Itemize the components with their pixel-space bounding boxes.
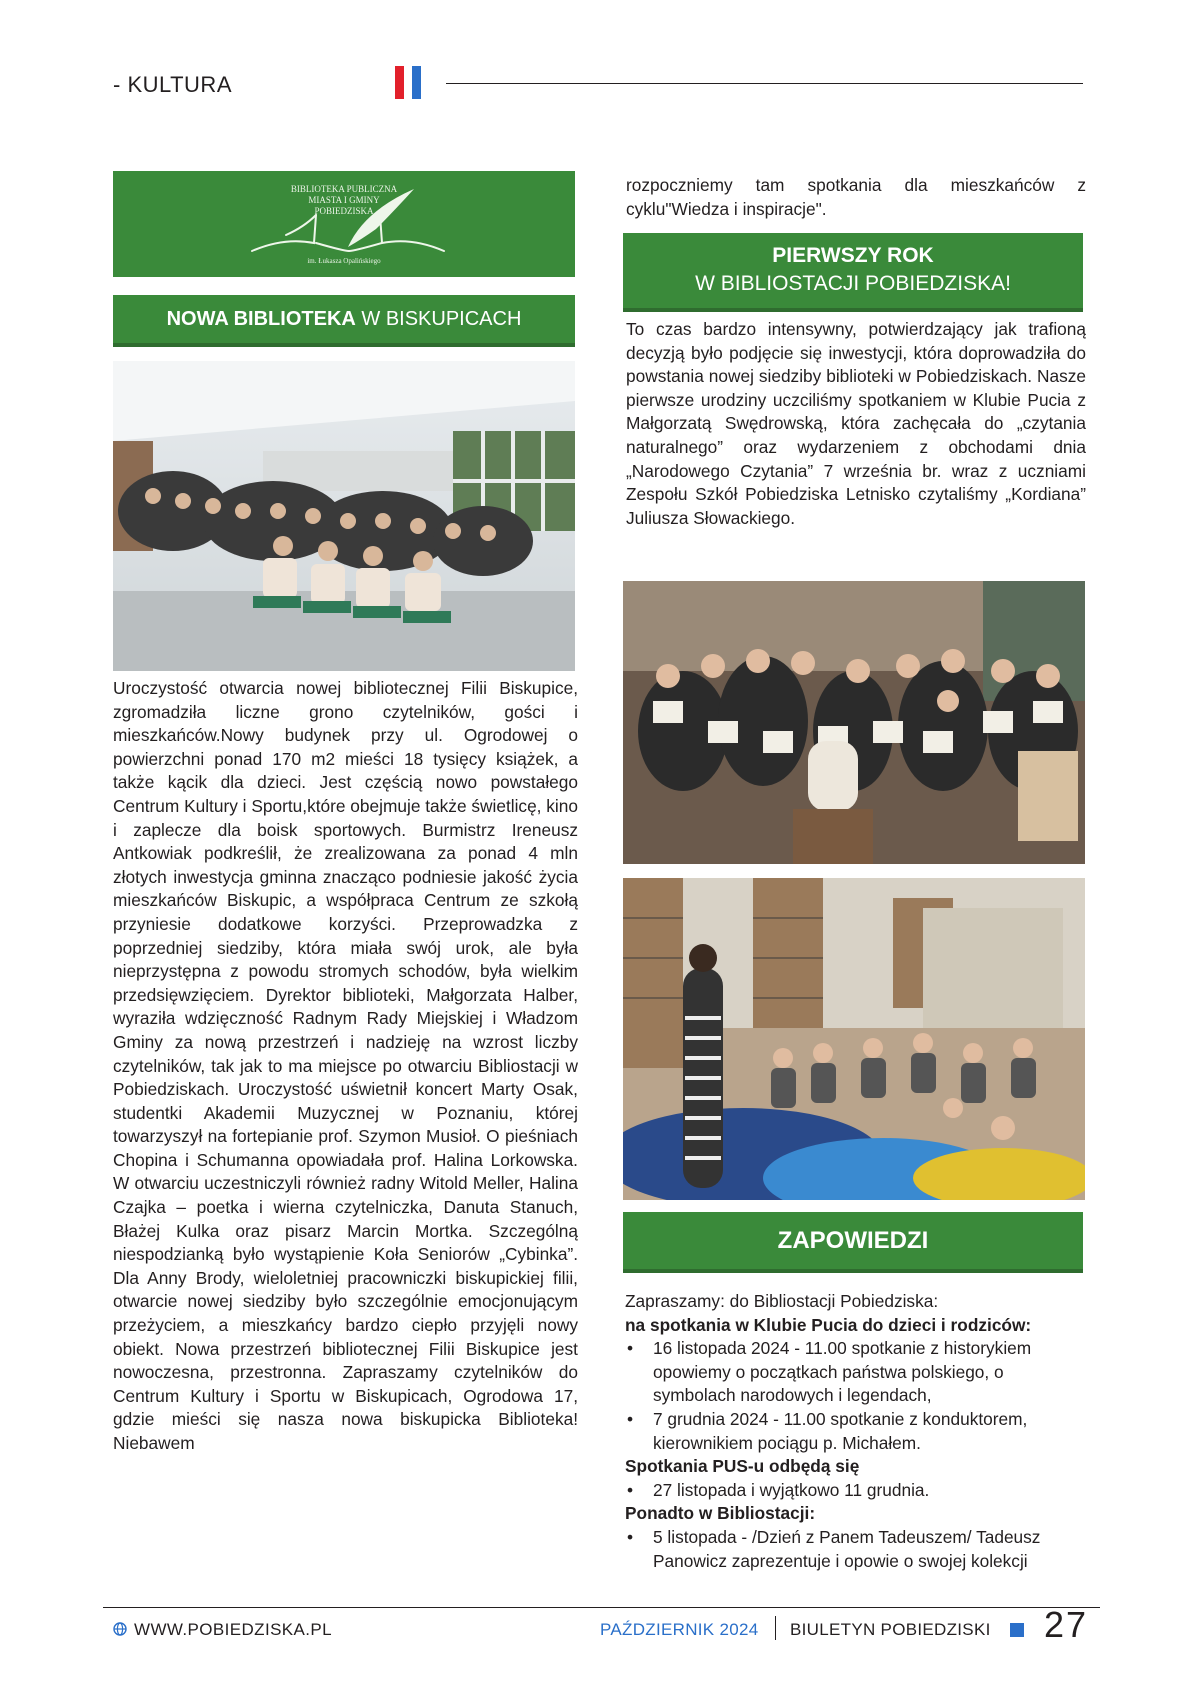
- list-item: • 7 grudnia 2024 - 11.00 spotkanie z konduktorem, kierownikiem pociągu p. Michałem.: [625, 1408, 1087, 1455]
- article-continuation: rozpoczniemy tam spotkania dla mieszkańców z cyklu"Wiedza i inspiracje".: [626, 175, 1086, 219]
- section-label: - KULTURA: [113, 72, 232, 97]
- book-quill-icon: [244, 181, 454, 263]
- footer-rule: [103, 1607, 1100, 1608]
- photo-opening-audience: [113, 361, 575, 671]
- footer-separator: [775, 1616, 776, 1640]
- photo-group-diplomas: [623, 581, 1085, 864]
- flag-blue-stripe: [412, 66, 421, 99]
- list-item: • 16 listopada 2024 - 11.00 spotkanie z historykiem opowiemy o początkach państwa polskiego, o symbolach narodowych i legendach,: [625, 1337, 1087, 1408]
- announcement-items-children: [625, 1337, 1087, 1455]
- announcements-title: ZAPOWIEDZI: [623, 1212, 1083, 1273]
- footer-blue-square: [1010, 1623, 1024, 1637]
- list-item: • 27 listopada i wyjątkowo 11 grudnia.: [625, 1479, 1087, 1503]
- article-title-first-year: PIERWSZY ROK W BIBLIOSTACJI POBIEDZISKA!: [623, 233, 1083, 312]
- flag-red-stripe: [395, 66, 404, 99]
- footer-website[interactable]: WWW.POBIEDZISKA.PL: [113, 1620, 332, 1640]
- announcement-items-bibliostacja: [625, 1526, 1087, 1573]
- logo-text: BIBLIOTEKA PUBLICZNA MIASTA I GMINY POBIEDZISKA: [290, 184, 398, 216]
- footer-publication-name: BIULETYN POBIEDZISKI: [790, 1620, 991, 1639]
- article-title-new-library: NOWA BIBLIOTEKA W BISKUPICACH: [113, 295, 575, 347]
- header-rule: [446, 83, 1083, 84]
- announcements-list: Zapraszamy: do Bibliostacji Pobiedziska: na spotkania w Klubie Pucia do dzieci i rodziców: • 16 listopada 2024 - 11.00 spotkanie z historykiem opowiemy o początkach państwa polskiego, o symbolach narodowych i legendach, • 7 grudnia 2024 - 11.00 spotkanie z konduktorem, kierownikiem pociągu p. Michałem. Spotkania PUS-u odbędą się • 27 listopada i wyjątkowo 11 grudnia. Ponadto w Bibliostacji: • 5 listopada - /Dzień z Panem Tadeuszem/ Tadeusz Panowicz zaprezentuje i opowie o swojej kolekcji: [625, 1290, 1087, 1573]
- photo-reading-session: [623, 878, 1085, 1200]
- library-logo: [113, 171, 575, 277]
- page-number: 27: [1044, 1604, 1089, 1645]
- article-body-first-year: To czas bardzo intensywny, potwierdzający jak trafioną decyzją było podjęcie się inwestycji, która doprowadziła do powstania nowej siedziby biblioteki w Pobiedziskach. Nasze pierwsze urodziny uczciliśmy spotkaniem w Klubie Pucia z Małgorzatą Swędrowską, która zachęcała do „czytania naturalnego” oraz wydarzeniem z obchodami dnia „Narodowego Czytania” 7 września br. wraz z uczniami Zespołu Szkół Pobiedziska Letnisko czytaliśmy „Kordiana” Juliusza Słowackiego.: [626, 319, 1086, 528]
- article-body-new-library: Uroczystość otwarcia nowej bibliotecznej Filii Biskupice, zgromadziła liczne grono czytelników, gości i mieszkańców.Nowy budynek przy ul. Ogrodowej o powierzchni ponad 170 m2 mieści 18 tysięcy książek, a także kącik dla dzieci. Jest częścią nowo powstałego Centrum Kultury i Sportu,które obejmuje także świetlicę, kino i zaplecze dla boisk sportowych. Burmistrz Ireneusz Antkowiak podkreślił, że zrealizowana za ponad 4 mln złotych inwestycja gminna znacząco podniesie jakość życia mieszkańców Biskupic, a współpraca Centrum ze szkołą przyniesie dodatkowe korzyści. Przeprowadzka z poprzedniej siedziby, która miała swój urok, ale była nieprzystępna z powodu stromych schodów, była wielkim przedsięwzięciem. Dyrektor biblioteki, Małgorzata Halber, wyraziła wdzięczność Radnym Rady Miejskiej i Władzom Gminy za nową przestrzeń i nadzieję na wzrost liczby czytelników, tak jak to ma miejsce po otwarciu Bibliostacji w Pobiedziskach. Uroczystość uświetnił koncert Marty Osak, studentki Akademii Muzycznej w Poznaniu, której towarzyszył na fortepianie prof. Szymon Musioł. O pieśniach Chopina i Schumanna opowiadała prof. Halina Lorkowska. W otwarciu uczestniczyli również radny Witold Meller, Halina Czajka – poetka i wierna czytelniczka, Danuta Stanuch, Błażej Kulka oraz pisarz Marcin Mortka. Szczególną niespodzianką było wystąpienie Koła Seniorów „Cybinka”. Dla Anny Brody, wieloletniej pracowniczki biskupickiej filii, otwarcie nowej siedziby było szczególnie emocjonującym przeżyciem, a mieszkańcy bardzo ciepło przyjęli nowy obiekt. Nowa przestrzeń bibliotecznej Filii Biskupice jest nowoczesna, przestronna. Zapraszamy czytelników do Centrum Kultury i Sportu w Biskupicach, Ogrodowa 17, gdzie mieści się nasza nowa biskupicka Biblioteka! Niebawem: [113, 678, 578, 1453]
- globe-icon: [113, 1622, 127, 1636]
- logo-caption: im. Łukasza Opalińskiego: [307, 257, 381, 265]
- list-item: • 5 listopada - /Dzień z Panem Tadeuszem/ Tadeusz Panowicz zaprezentuje i opowie o swojej kolekcji: [625, 1526, 1087, 1573]
- announcement-items-pus: [625, 1479, 1087, 1503]
- footer-issue-date: PAŹDZIERNIK 2024: [600, 1620, 759, 1639]
